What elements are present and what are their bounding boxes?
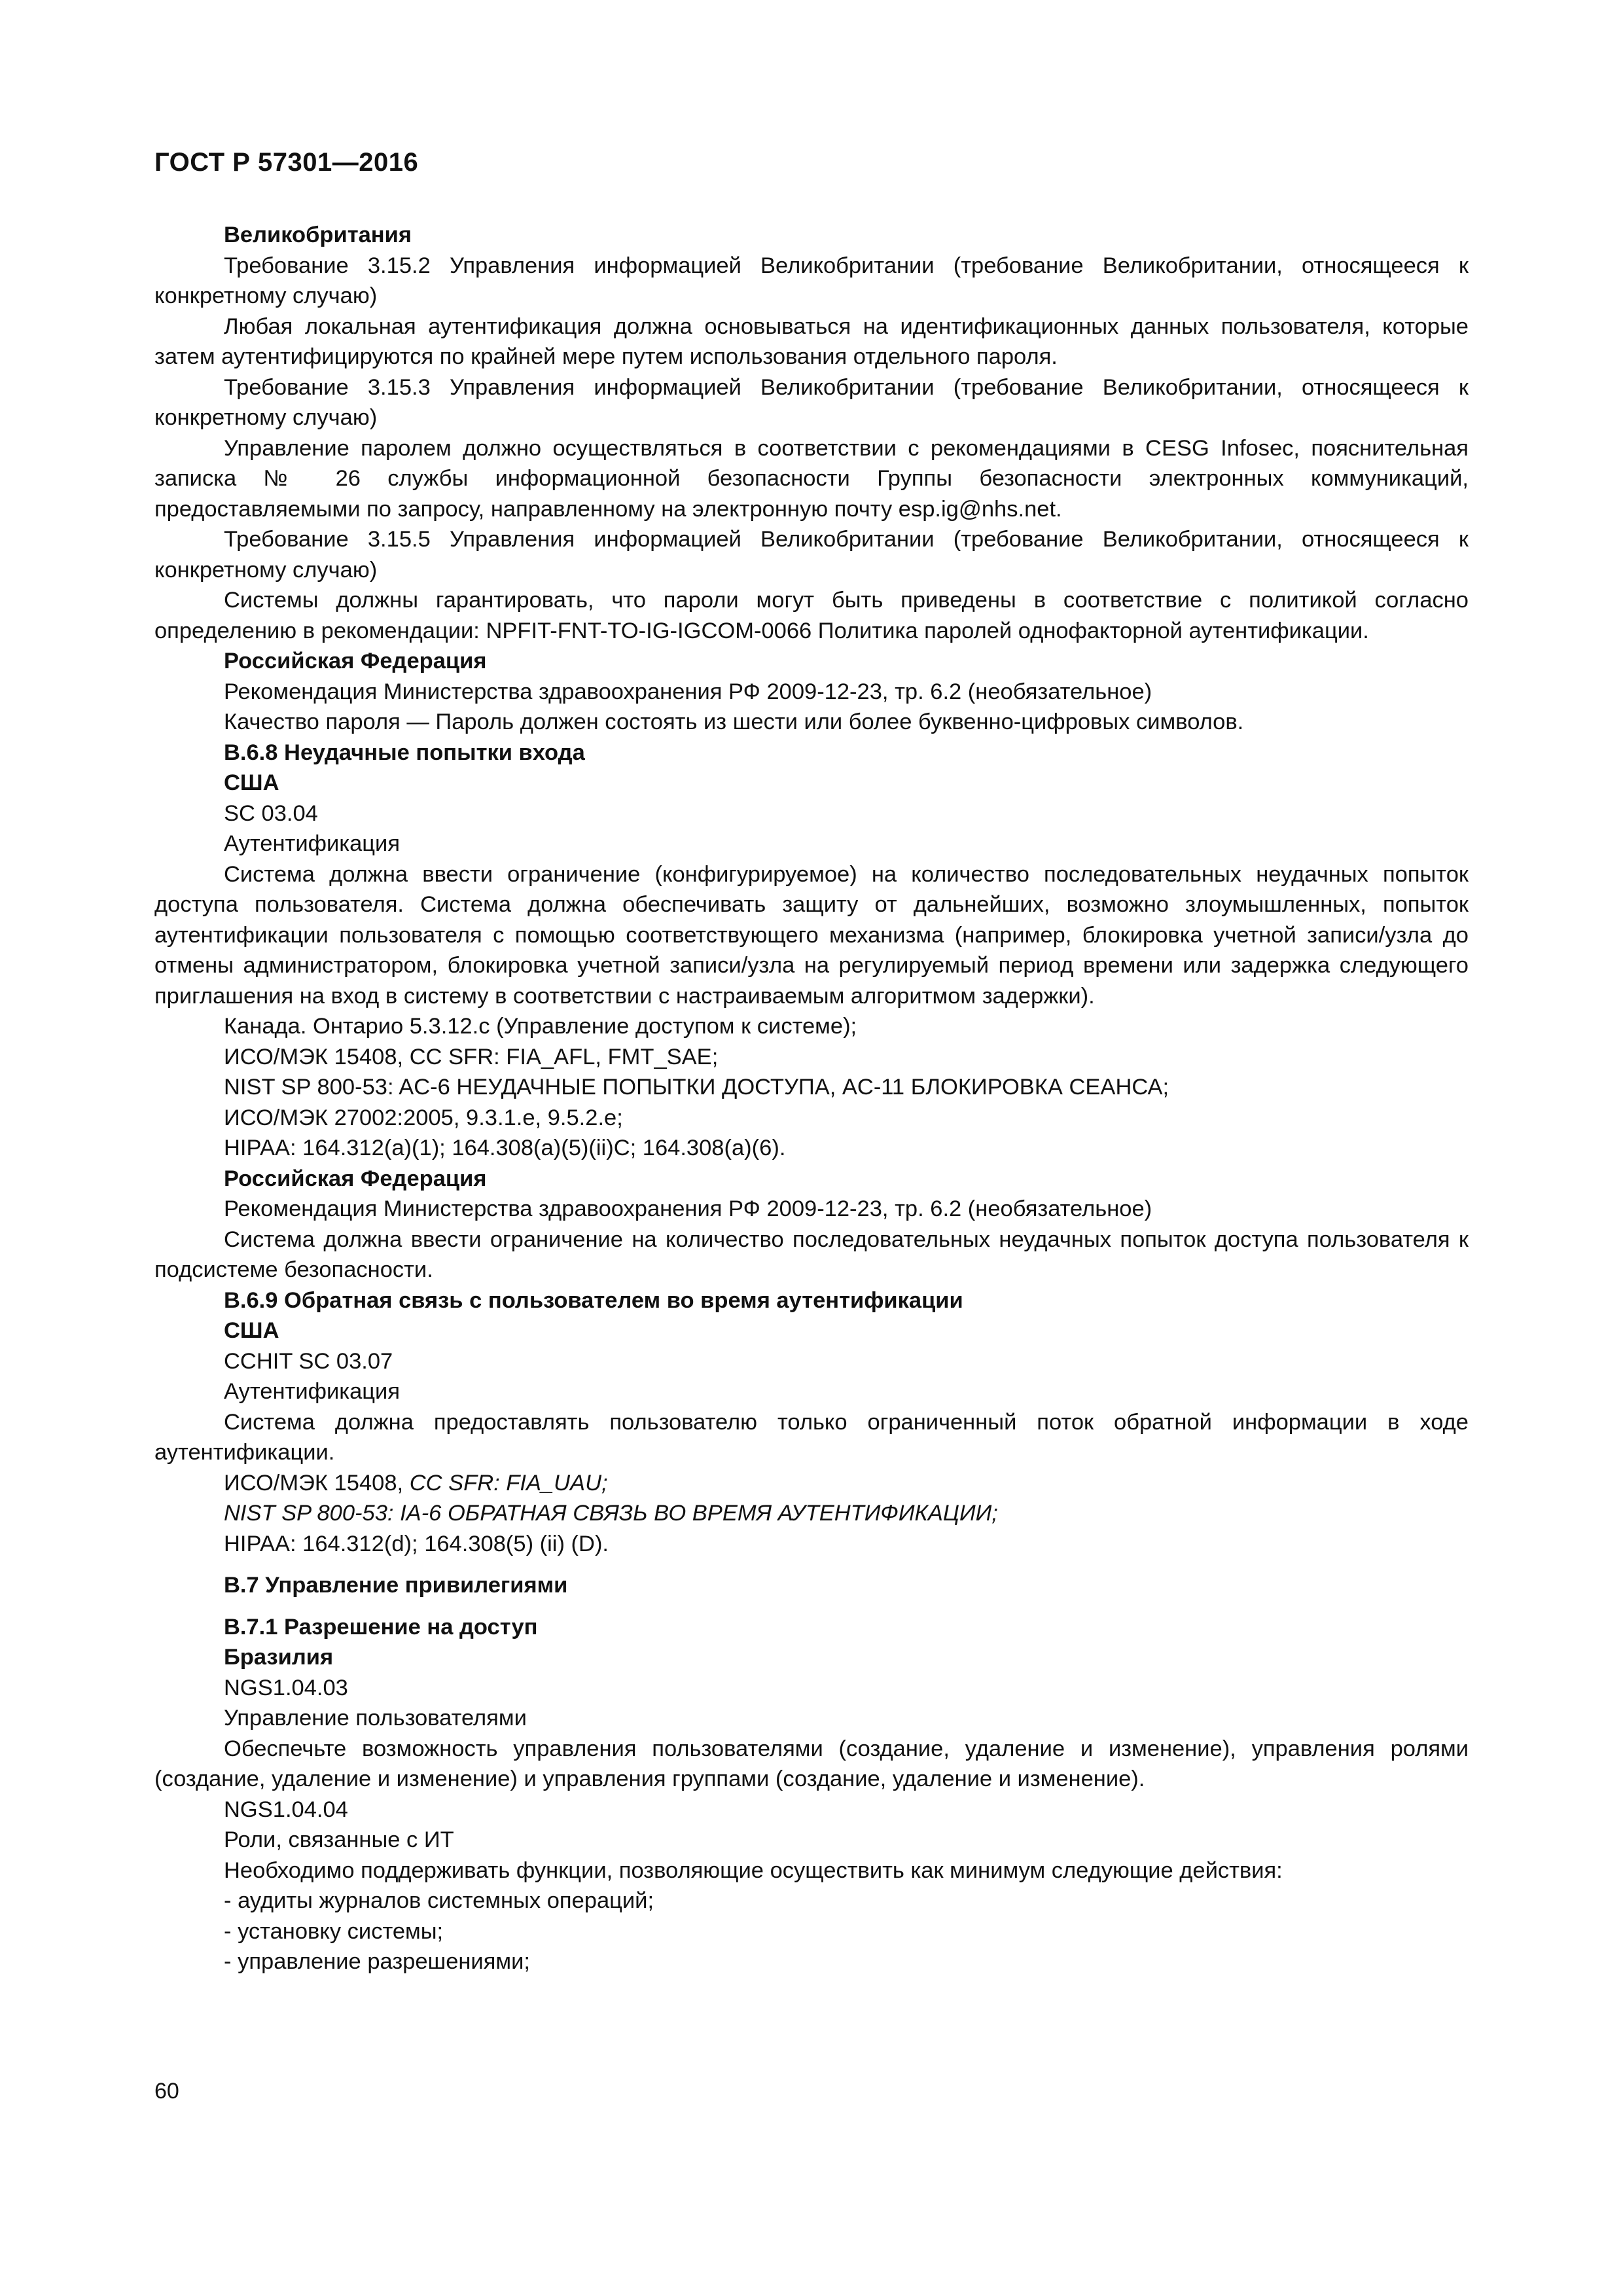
paragraph-text: Системы должны гарантировать, что пароли могут быть приведены в соответствие с политикой согласно определению в рекомендации: NPFIT-FNT-TO-IG-IGCOM-0066 Политика паролей однофакторной аутентификации.: [154, 588, 1469, 643]
list-item: [154, 1916, 1469, 1947]
section-heading: [154, 220, 1469, 251]
section-heading: [154, 1612, 1469, 1643]
paragraph: [154, 829, 1469, 859]
paragraph-text: CCHIT SC 03.07: [224, 1348, 393, 1374]
paragraph: [154, 677, 1469, 708]
paragraph-text: В.6.8 Неудачные попытки входа: [224, 740, 585, 765]
paragraph-text: ИСО/МЭК 15408,: [224, 1470, 410, 1496]
paragraph-text: Требование 3.15.2 Управления информацией Великобритании (требование Великобритании, относящееся к конкретному случаю): [154, 253, 1469, 308]
paragraph-text: Управление пользователями: [224, 1706, 527, 1731]
paragraph: [154, 312, 1469, 372]
paragraph: [154, 1346, 1469, 1377]
paragraph-text: - установку системы;: [224, 1918, 444, 1944]
section-heading: [154, 738, 1469, 768]
paragraph-text: Качество пароля — Пароль должен состоять из шести или более буквенно-цифровых символов.: [224, 709, 1244, 734]
paragraph-text: Великобритания: [224, 223, 412, 247]
paragraph-text: В.7.1 Разрешение на доступ: [224, 1614, 538, 1640]
paragraph-text: Рекомендация Министерства здравоохранения РФ 2009-12-23, тр. 6.2 (необязательное): [224, 1196, 1152, 1221]
paragraph-text: Любая локальная аутентификация должна основываться на идентификационных данных пользователя, которые затем аутентифицируются по крайней мере путем использования отдельного пароля.: [154, 314, 1469, 369]
page-number: 60: [154, 2079, 179, 2104]
paragraph-text: ИСО/МЭК 15408, CC SFR: FIA_AFL, FMT_SAE;: [224, 1044, 719, 1069]
paragraph: [154, 1468, 1469, 1499]
list-item: [154, 1946, 1469, 1977]
paragraph-text: Требование 3.15.3 Управления информацией Великобритании (требование Великобритании, относящееся к конкретному случаю): [154, 374, 1469, 430]
paragraph-text: - управление разрешениями;: [224, 1949, 530, 1974]
italic-text: NIST SP 800-53: IA-6 ОБРАТНАЯ СВЯЗЬ ВО ВРЕМЯ АУТЕНТИФИКАЦИИ;: [224, 1501, 998, 1526]
paragraph: [154, 1225, 1469, 1285]
section-heading: [154, 1316, 1469, 1346]
paragraph-text: Система должна ввести ограничение на количество последовательных неудачных попыток доступа пользователя к подсистеме безопасности.: [154, 1227, 1469, 1282]
paragraph: [154, 1825, 1469, 1856]
paragraph-text: США: [224, 1318, 279, 1343]
paragraph-text: Система должна ввести ограничение (конфигурируемое) на количество последовательных неудачных попыток доступа пользователя. Система должна обеспечивать защиту от дальнейших, возможно злоумышленных, попыток аутентификации пользователя с помощью соответствующего механизма (например, блокировка учетной записи/узла до отмены администратором, блокировка учетной записи/узла на регулируемый период времени или задержка следующего приглашения на вход в систему в соответствии с настраиваемым алгоритмом задержки).: [154, 861, 1469, 1009]
paragraph-text: Роли, связанные с ИТ: [224, 1827, 454, 1852]
paragraph-text: HIPAA: 164.312(a)(1); 164.308(a)(5)(ii)C; 164.308(a)(6).: [224, 1136, 786, 1160]
paragraph: [154, 251, 1469, 312]
paragraph: [154, 372, 1469, 433]
paragraph: [154, 1703, 1469, 1734]
paragraph: [154, 1042, 1469, 1073]
paragraph: [154, 1011, 1469, 1042]
paragraph-text: В.6.9 Обратная связь с пользователем во время аутентификации: [224, 1287, 963, 1313]
paragraph-text: В.7 Управление привилегиями: [224, 1573, 568, 1598]
page-header-title: ГОСТ Р 57301—2016: [154, 148, 419, 177]
paragraph: [154, 1673, 1469, 1704]
paragraph: [154, 1072, 1469, 1103]
paragraph-text: NGS1.04.04: [224, 1797, 348, 1822]
section-heading: [154, 1285, 1469, 1316]
paragraph: [154, 1133, 1469, 1164]
paragraph: [154, 1407, 1469, 1468]
paragraph-text: Обеспечьте возможность управления пользователями (создание, удаление и изменение), управления ролями (создание, удаление и изменение) и управления группами (создание, удаление и изменение).: [154, 1736, 1469, 1791]
paragraph-text: Управление паролем должно осуществляться в соответствии с рекомендациями в CESG Infosec, пояснительная записка № 26 службы информационной безопасности Группы безопасности электронных коммуникаций, предоставляемыми по запросу, направленному на электронную почту esp.ig@nhs.net.: [154, 435, 1469, 522]
paragraph: [154, 1529, 1469, 1560]
section-heading: [154, 646, 1469, 677]
paragraph: [154, 1856, 1469, 1886]
paragraph: [154, 1498, 1469, 1529]
paragraph: [154, 1376, 1469, 1407]
paragraph: [154, 707, 1469, 738]
paragraph: [154, 1194, 1469, 1225]
paragraph-text: Канада. Онтарио 5.3.12.c (Управление доступом к системе);: [224, 1014, 857, 1039]
paragraph-text: Требование 3.15.5 Управления информацией Великобритании (требование Великобритании, относящееся к конкретному случаю): [154, 527, 1469, 583]
paragraph-text: HIPAA: 164.312(d); 164.308(5) (ii) (D).: [224, 1531, 609, 1556]
paragraph: [154, 585, 1469, 646]
paragraph-text: США: [224, 770, 279, 795]
paragraph-text: Аутентификация: [224, 1379, 401, 1404]
italic-text: CC SFR: FIA_UAU;: [409, 1470, 608, 1496]
section-heading: [154, 1570, 1469, 1601]
paragraph-text: Аутентификация: [224, 831, 401, 856]
paragraph-text: Российская Федерация: [224, 1166, 487, 1191]
paragraph: [154, 1734, 1469, 1795]
paragraph-text: Рекомендация Министерства здравоохранения РФ 2009-12-23, тр. 6.2 (необязательное): [224, 679, 1152, 704]
paragraph: [154, 798, 1469, 829]
section-heading: [154, 1642, 1469, 1673]
paragraph: [154, 1103, 1469, 1134]
list-item: [154, 1886, 1469, 1916]
section-heading: [154, 1164, 1469, 1194]
paragraph-text: Необходимо поддерживать функции, позволяющие осуществить как минимум следующие действия:: [224, 1857, 1283, 1883]
paragraph-text: NGS1.04.03: [224, 1675, 348, 1700]
paragraph-text: Бразилия: [224, 1645, 334, 1670]
paragraph: [154, 433, 1469, 525]
paragraph: [154, 1795, 1469, 1825]
paragraph-text: SC 03.04: [224, 800, 318, 826]
paragraph-text: - аудиты журналов системных операций;: [224, 1888, 654, 1913]
paragraph-text: NIST SP 800-53: AC-6 НЕУДАЧНЫЕ ПОПЫТКИ ДОСТУПА, AC-11 БЛОКИРОВКА СЕАНСА;: [224, 1075, 1169, 1100]
paragraph-text: Российская Федерация: [224, 649, 487, 673]
document-body: [154, 220, 1469, 1977]
paragraph-text: Система должна предоставлять пользователю только ограниченный поток обратной информации в ходе аутентификации.: [154, 1409, 1469, 1465]
section-heading: [154, 768, 1469, 798]
paragraph-text: ИСО/МЭК 27002:2005, 9.3.1.e, 9.5.2.e;: [224, 1105, 623, 1130]
paragraph: [154, 524, 1469, 585]
paragraph: [154, 859, 1469, 1012]
